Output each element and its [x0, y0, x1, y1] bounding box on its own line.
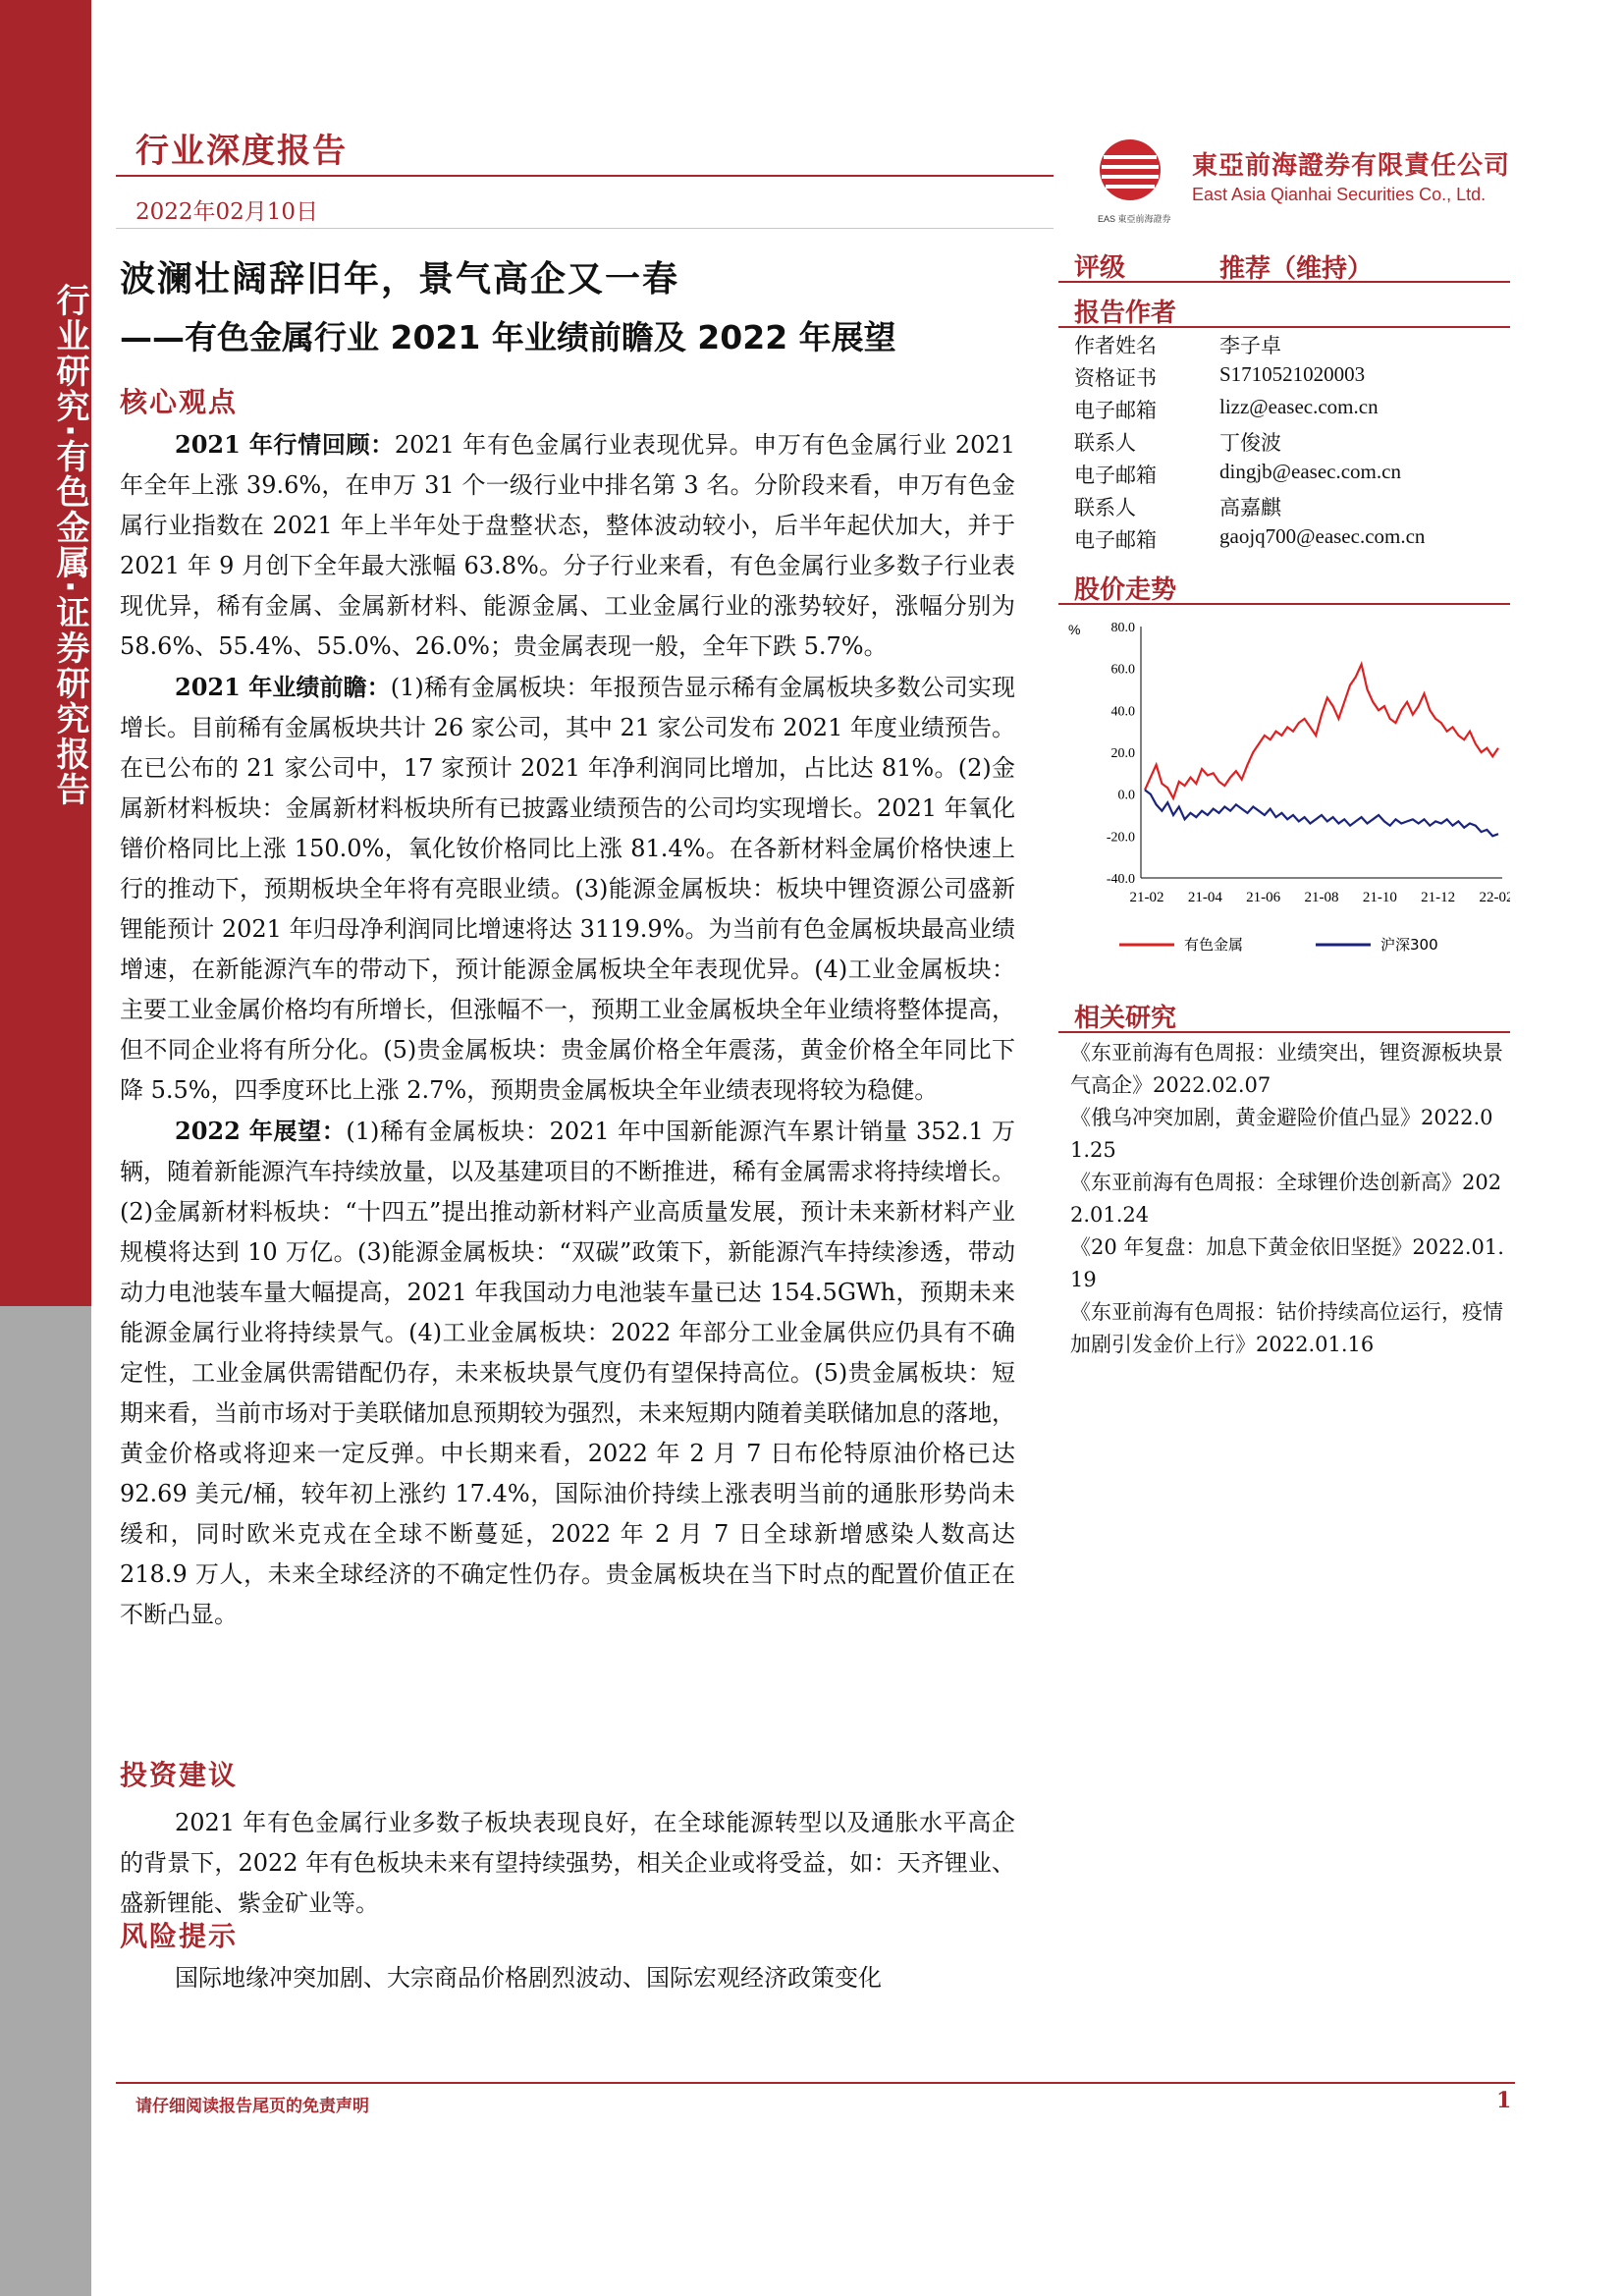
section-head-risk: 风险提示 — [120, 1920, 239, 1952]
author-row — [1074, 524, 1506, 557]
author-value: 高嘉麒 — [1219, 496, 1281, 519]
author-key: 联系人 — [1074, 431, 1136, 455]
header-rule-thin — [116, 228, 1054, 229]
related-item[interactable]: 《东亚前海有色周报：钴价持续高位运行，疫情加剧引发金价上行》2022.01.16 — [1070, 1300, 1503, 1356]
author-row — [1074, 362, 1506, 395]
related-head: 相关研究 — [1058, 998, 1510, 1033]
report-date: 2022年02月10日 — [135, 199, 319, 225]
legend-label: 有色金属 — [1184, 936, 1244, 954]
report-type: 行业深度报告 — [135, 132, 348, 171]
author-key: 资格证书 — [1074, 366, 1157, 390]
report-title: 波澜壮阔辞旧年，景气高企又一春 — [120, 259, 680, 300]
x-tick-label: 21-08 — [1304, 890, 1339, 905]
report-subtitle: ——有色金属行业 2021 年业绩前瞻及 2022 年展望 — [120, 318, 896, 356]
series-line-1 — [1145, 790, 1498, 836]
author-key: 联系人 — [1074, 496, 1136, 519]
core-text-3: (1)稀有金属板块：2021 年中国新能源汽车累计销量 352.1 万辆，随着新能源汽车持续放量，以及基建项目的不断推进，稀有金属需求将持续增长。(2)金属新材料板块：“十四五”提出推动新材料产业高质量发展，预计未来新材料产业规模将达到 10 万亿。(3)能源金属板块：“双碳”政策下，新能源汽车持续渗透，带动动力电池装车量大幅提高，2021 年我国动力电池装车量已达 154.5GWh，预期未来能源金属行业将持续景气。(4)工业金属板块：2022 年部分工业金属供应仍具有不确定性，工业金属供需错配仍存，未来板块景气度仍有望保持高位。(5)贵金属板块：短期来看，当前市场对于美联储加息预期较为强烈，未来短期内随着美联储加息的落地，黄金价格或将迎来一定反弹。中长期来看，2022 年 2 月 7 日布伦特原油价格已达 92.69 美元/桶，较年初上涨约 17.4%，国际油价持续上涨表明当前的通胀形势尚未缓和，同时欧米克戎在全球不断蔓延，2022 年 2 月 7 日全球新增感染人数高达 218.9 万人，未来全球经济的不确定性仍存。贵金属板块在当下时点的配置价值正在不断凸显。 — [120, 1118, 1015, 1628]
y-tick-label: 0.0 — [1117, 788, 1135, 803]
author-row — [1074, 427, 1506, 460]
author-value: gaojq700@easec.com.cn — [1219, 524, 1426, 548]
x-tick-label: 21-10 — [1362, 890, 1397, 905]
x-tick-label: 21-06 — [1246, 890, 1281, 905]
x-tick-label: 21-12 — [1421, 890, 1456, 905]
company-logo-icon — [1098, 137, 1163, 202]
invest-body — [120, 1803, 1015, 1924]
author-value: dingjb@easec.com.cn — [1219, 460, 1401, 483]
y-tick-label: 20.0 — [1110, 746, 1135, 761]
company-name-en: East Asia Qianhai Securities Co., Ltd. — [1192, 185, 1487, 204]
left-sidebar — [0, 0, 91, 2296]
legend-label: 沪深300 — [1380, 936, 1438, 954]
header-rule — [116, 175, 1054, 177]
company-name-cn: 東亞前海證券有限責任公司 — [1192, 151, 1511, 181]
company-logo — [1098, 137, 1510, 226]
y-tick-label: -40.0 — [1106, 872, 1135, 887]
author-row — [1074, 395, 1506, 427]
y-tick-label: 80.0 — [1110, 621, 1135, 635]
risk-para: 国际地缘冲突加剧、大宗商品价格剧烈波动、国际宏观经济政策变化 — [175, 1964, 882, 1992]
invest-para: 2021 年有色金属行业多数子板块表现良好，在全球能源转型以及通胀水平高企的背景下，2022 年有色板块未来有望持续强势，相关企业或将受益，如：天齐锂业、盛新锂能、紫金矿业等。 — [120, 1809, 1015, 1917]
core-lead-3: 2022 年展望： — [175, 1117, 347, 1145]
author-value: 李子卓 — [1219, 334, 1281, 357]
x-tick-label: 22-02 — [1479, 890, 1510, 905]
stock-chart — [1058, 611, 1510, 984]
core-text-1: 2021 年有色金属行业表现优异。申万有色金属行业 2021 年全年上涨 39.6%，在申万 31 个一级行业中排名第 3 名。分阶段来看，申万有色金属行业指数在 2021 年上半年处于盘整状态，整体波动较小，后半年起伏加大，并于 2021 年 9 月创下全年最大涨幅 63.8%。分子行业来看，有色金属行业多数子行业表现优异，稀有金属、金属新材料、能源金属、工业金属行业的涨势较好，涨幅分别为 58.6%、55.4%、55.0%、26.0%；贵金属表现一般，全年下跌 5.7%。 — [120, 431, 1015, 660]
section-head-core: 核心观点 — [120, 386, 239, 418]
chart-head: 股价走势 — [1058, 570, 1510, 605]
author-value: lizz@easec.com.cn — [1219, 395, 1379, 418]
risk-body — [120, 1958, 1015, 1998]
related-item[interactable]: 《东亚前海有色周报：全球锂价迭创新高》2022.01.24 — [1070, 1171, 1502, 1227]
sidebar-label: 行业研究·有色金属·证券研究报告 — [50, 283, 89, 807]
footer-disclaimer: 请仔细阅读报告尾页的免责声明 — [135, 2097, 369, 2116]
core-para-3 — [120, 1111, 1015, 1635]
stock-chart-svg — [1058, 611, 1510, 984]
related-item[interactable]: 《20 年复盘：加息下黄金依旧坚挺》2022.01.19 — [1070, 1235, 1504, 1291]
rating-label: 评级 — [1074, 253, 1126, 283]
author-key: 电子邮箱 — [1074, 399, 1157, 422]
x-tick-label: 21-02 — [1129, 890, 1164, 905]
rating-value: 推荐（维持） — [1219, 254, 1374, 284]
related-list — [1070, 1037, 1510, 1361]
author-key: 电子邮箱 — [1074, 464, 1157, 487]
logo-tagline: EAS 東亞前海證券 — [1098, 214, 1171, 224]
x-tick-label: 21-04 — [1187, 890, 1222, 905]
core-para-1 — [120, 424, 1015, 667]
related-item[interactable]: 《东亚前海有色周报：业绩突出，锂资源板块景气高企》2022.02.07 — [1070, 1041, 1503, 1097]
author-table — [1074, 330, 1506, 557]
y-tick-label: 60.0 — [1110, 662, 1135, 678]
author-row — [1074, 460, 1506, 492]
core-lead-1: 2021 年行情回顾： — [175, 430, 395, 459]
y-tick-label: 40.0 — [1110, 704, 1135, 720]
core-text-2: (1)稀有金属板块：年报预告显示稀有金属板块多数公司实现增长。目前稀有金属板块共计 26 家公司，其中 21 家公司发布 2021 年度业绩预告。在已公布的 21 家公司中，17 家预计 2021 年净利润同比增加，占比达 81%。(2)金属新材料板块：金属新材料板块所有已披露业绩预告的公司均实现增长。2021 年氧化镨价格同比上涨 150.0%，氧化钕价格同比上涨 81.4%。在各新材料金属价格快速上行的推动下，预期板块全年将有亮眼业绩。(3)能源金属板块：板块中锂资源公司盛新锂能预计 2021 年归母净利润同比增速将达 3119.9%。为当前有色金属板块最高业绩增速，在新能源汽车的带动下，预计能源金属板块全年表现优异。(4)工业金属板块：主要工业金属价格均有所增长，但涨幅不一，预期工业金属板块全年业绩将整体提高，但不同企业将有所分化。(5)贵金属板块：贵金属价格全年震荡，黄金价格全年同比下降 5.5%，四季度环比上涨 2.7%，预期贵金属板块全年业绩表现将较为稳健。 — [120, 674, 1015, 1104]
core-para-2 — [120, 667, 1015, 1111]
series-line-0 — [1145, 664, 1498, 798]
y-axis-label: % — [1068, 622, 1081, 637]
y-tick-label: -20.0 — [1106, 830, 1135, 846]
related-item[interactable]: 《俄乌冲突加剧，黄金避险价值凸显》2022.01.25 — [1070, 1106, 1493, 1162]
author-value: S1710521020003 — [1219, 362, 1366, 386]
author-key: 电子邮箱 — [1074, 528, 1157, 552]
author-value: 丁俊波 — [1219, 431, 1281, 455]
authors-head: 报告作者 — [1058, 293, 1510, 328]
footer-rule — [116, 2082, 1515, 2084]
core-lead-2: 2021 年业绩前瞻： — [175, 673, 391, 701]
author-row — [1074, 330, 1506, 362]
author-key: 作者姓名 — [1074, 334, 1157, 357]
author-row — [1074, 492, 1506, 524]
core-body — [120, 424, 1015, 1635]
section-head-invest: 投资建议 — [120, 1759, 239, 1791]
page-number: 1 — [1496, 2088, 1512, 2113]
